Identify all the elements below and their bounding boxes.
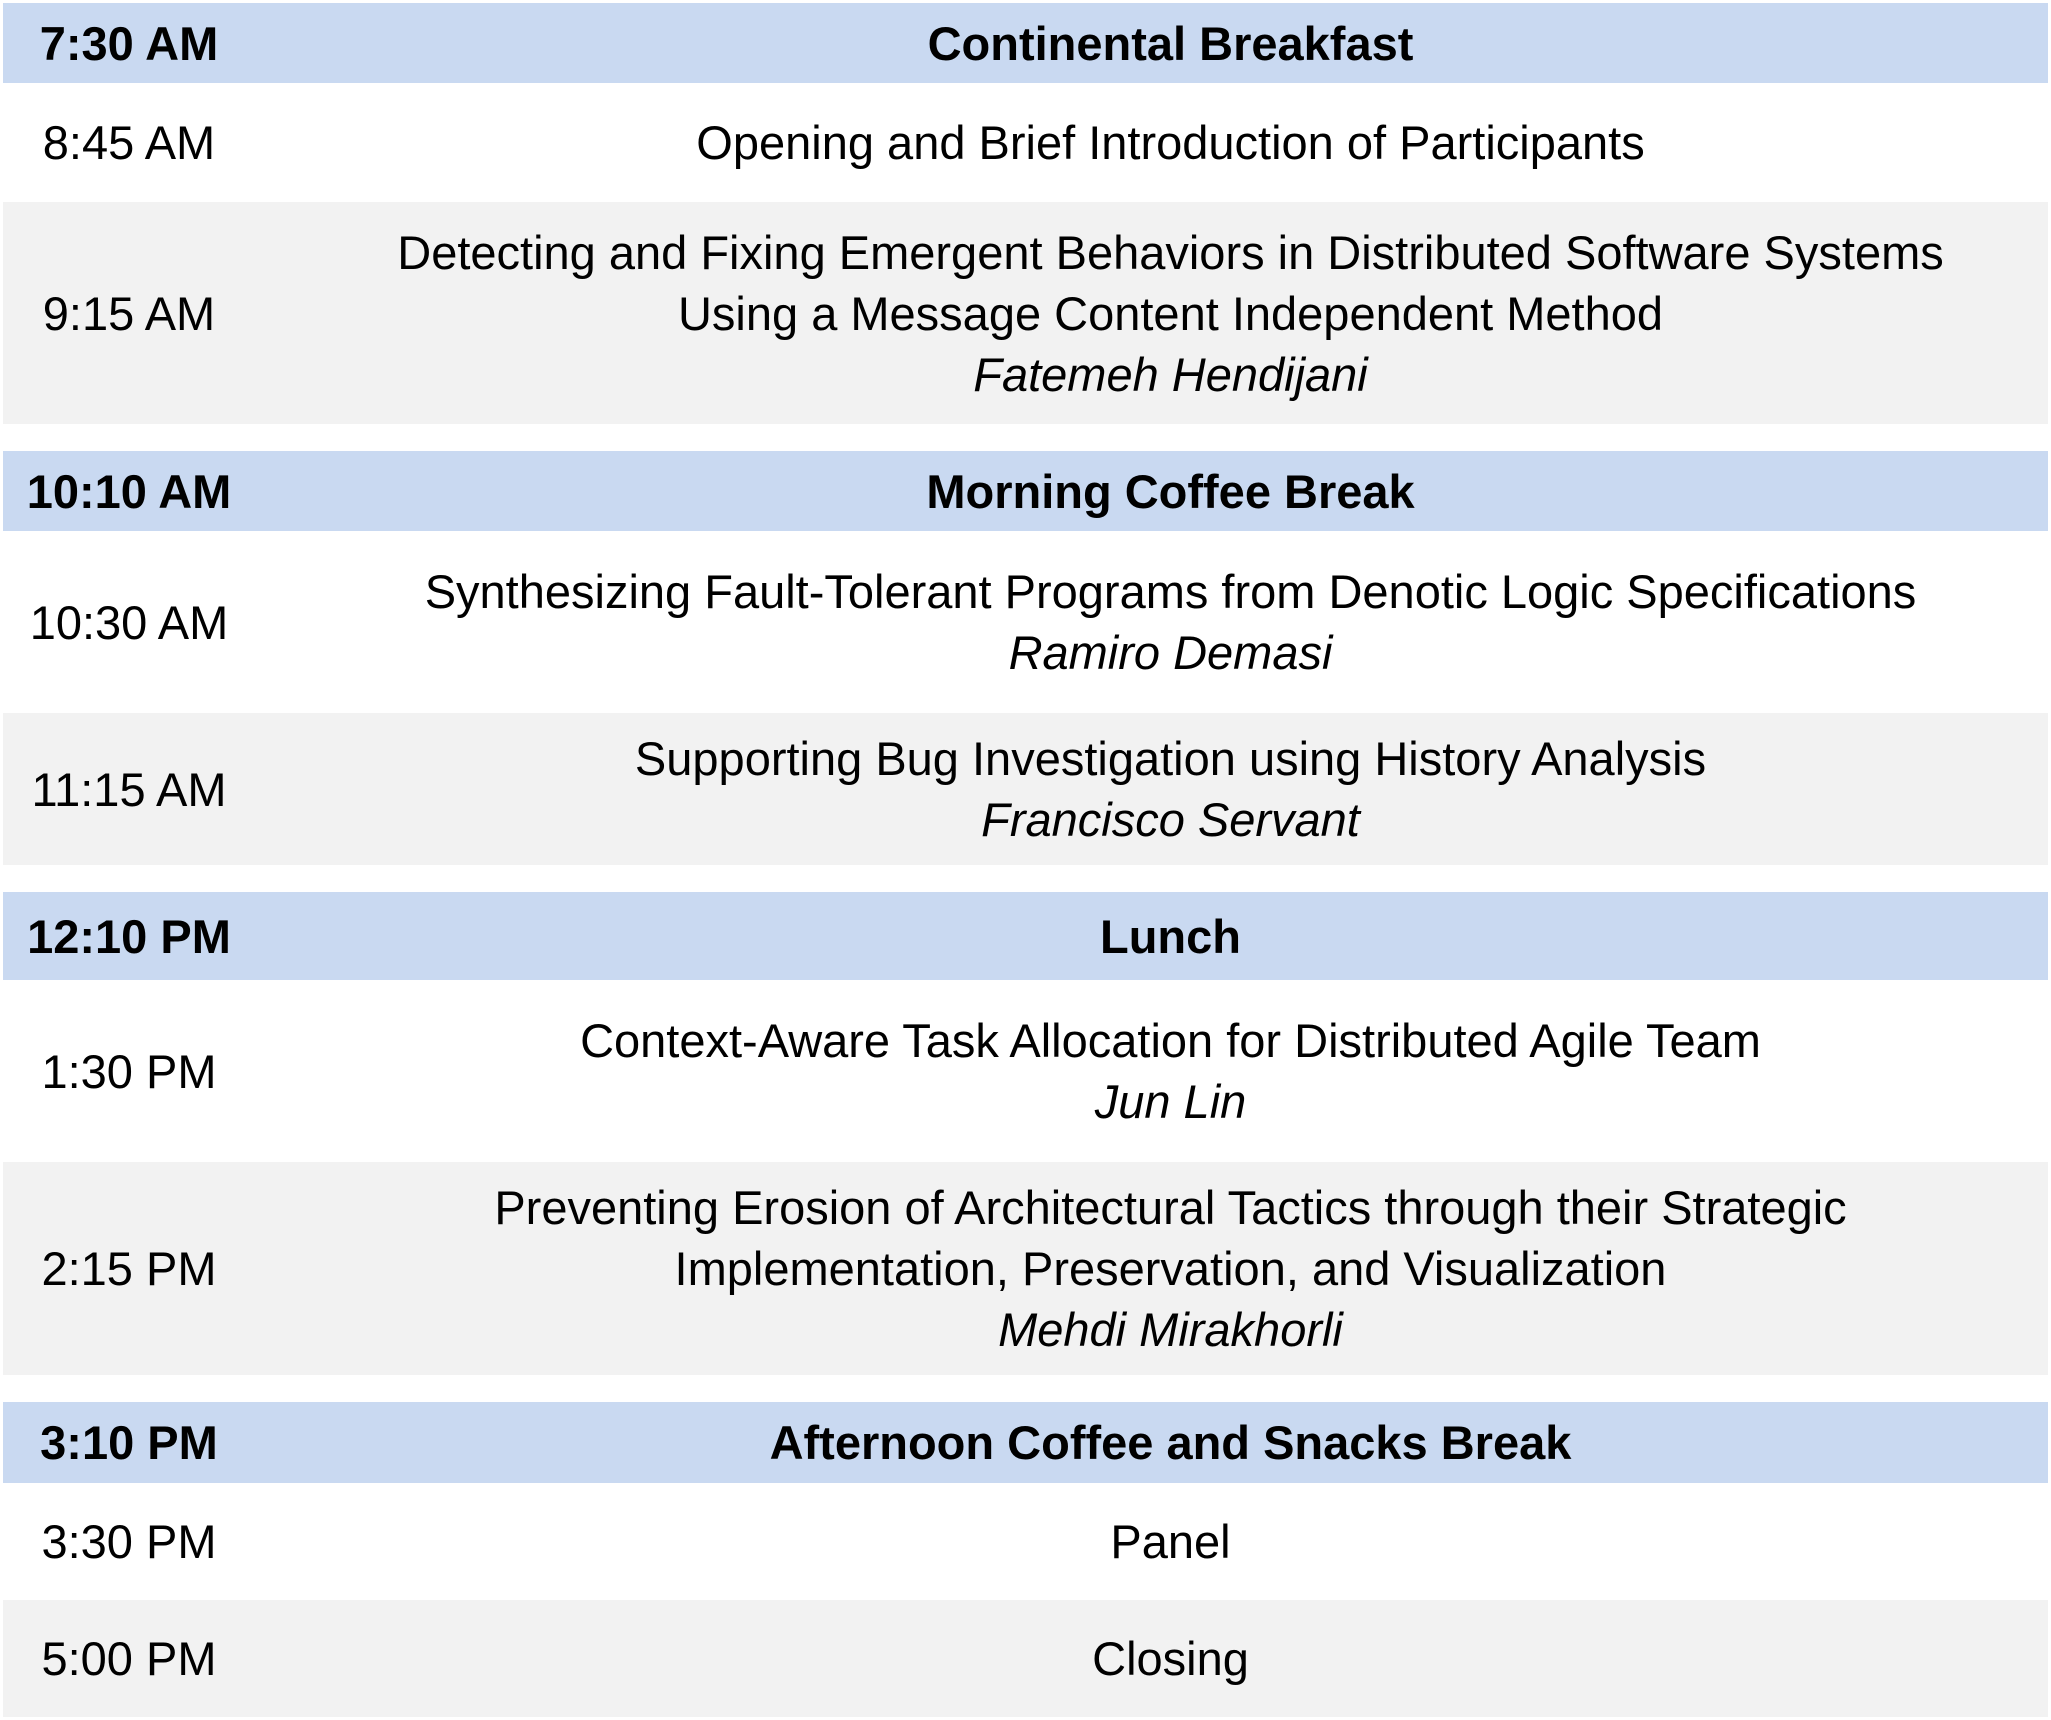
- time-cell: 11:15 AM: [31, 762, 227, 816]
- time-cell: 2:15 PM: [41, 1242, 217, 1295]
- event-cell: [333, 451, 2008, 531]
- event-cell: [333, 892, 2008, 980]
- schedule-row-morning-coffee: [3, 451, 2048, 531]
- event-cell: [333, 1600, 2008, 1717]
- event-title-line-2: Implementation, Preservation, and Visualization: [674, 1242, 1667, 1295]
- time-cell: 3:30 PM: [41, 1515, 217, 1568]
- presenter-name: Francisco Servant: [981, 793, 1360, 846]
- schedule-row-closing: [3, 1600, 2048, 1717]
- presenter-name: Fatemeh Hendijani: [973, 347, 1368, 401]
- event-cell: [333, 531, 2008, 713]
- event-title: Opening and Brief Introduction of Participants: [696, 116, 1645, 169]
- time-cell: 9:15 AM: [42, 286, 216, 340]
- event-title-line-1: Preventing Erosion of Architectural Tactics through their Strategic: [494, 1181, 1847, 1234]
- event-title: Lunch: [1100, 909, 1241, 963]
- event-title: Supporting Bug Investigation using History Analysis: [634, 732, 1707, 785]
- time-cell: 10:30 AM: [29, 595, 229, 649]
- time-cell: 1:30 PM: [41, 1044, 217, 1098]
- event-title: Afternoon Coffee and Snacks Break: [769, 1416, 1572, 1469]
- time-cell: 12:10 PM: [27, 909, 231, 963]
- schedule-row-talk-lin: [3, 980, 2048, 1162]
- event-title: Synthesizing Fault-Tolerant Programs from Denotic Logic Specifications: [424, 565, 1917, 618]
- presenter-name: Jun Lin: [1094, 1075, 1247, 1128]
- schedule-row-afternoon-coffee: [3, 1402, 2048, 1483]
- schedule-row-talk-servant: [3, 713, 2048, 865]
- event-cell: [333, 980, 2008, 1162]
- event-title: Continental Breakfast: [927, 16, 1414, 70]
- event-cell: [333, 1402, 2008, 1483]
- presenter-name: Ramiro Demasi: [1008, 626, 1333, 679]
- event-cell: [333, 1483, 2008, 1600]
- event-cell: [333, 3, 2008, 83]
- time-cell: 7:30 AM: [39, 16, 219, 70]
- schedule-table: [3, 3, 2048, 1717]
- time-cell: 10:10 AM: [26, 464, 232, 518]
- schedule-row-talk-demasi: [3, 531, 2048, 713]
- event-cell: [333, 1162, 2008, 1375]
- event-cell: [333, 202, 2008, 424]
- presenter-name: Mehdi Mirakhorli: [998, 1303, 1343, 1356]
- schedule-row-talk-hendijani: [3, 202, 2048, 424]
- event-cell: [333, 713, 2008, 865]
- schedule-row-opening: [3, 83, 2048, 202]
- event-title: Closing: [1092, 1632, 1249, 1685]
- schedule-row-breakfast: [3, 3, 2048, 83]
- time-cell: 3:10 PM: [40, 1416, 218, 1469]
- event-cell: [333, 83, 2008, 202]
- time-cell: 5:00 PM: [41, 1632, 217, 1685]
- event-title: Context-Aware Task Allocation for Distributed Agile Team: [580, 1014, 1761, 1067]
- event-title: Panel: [1110, 1515, 1231, 1568]
- time-cell: 8:45 AM: [42, 116, 216, 169]
- event-title: Morning Coffee Break: [926, 464, 1415, 518]
- event-title-line-2: Using a Message Content Independent Method: [677, 286, 1664, 340]
- schedule-row-panel: [3, 1483, 2048, 1600]
- schedule-row-lunch: [3, 892, 2048, 980]
- event-title-line-1: Detecting and Fixing Emergent Behaviors in Distributed Software Systems: [397, 225, 1944, 279]
- schedule-row-talk-mirakhorli: [3, 1162, 2048, 1375]
